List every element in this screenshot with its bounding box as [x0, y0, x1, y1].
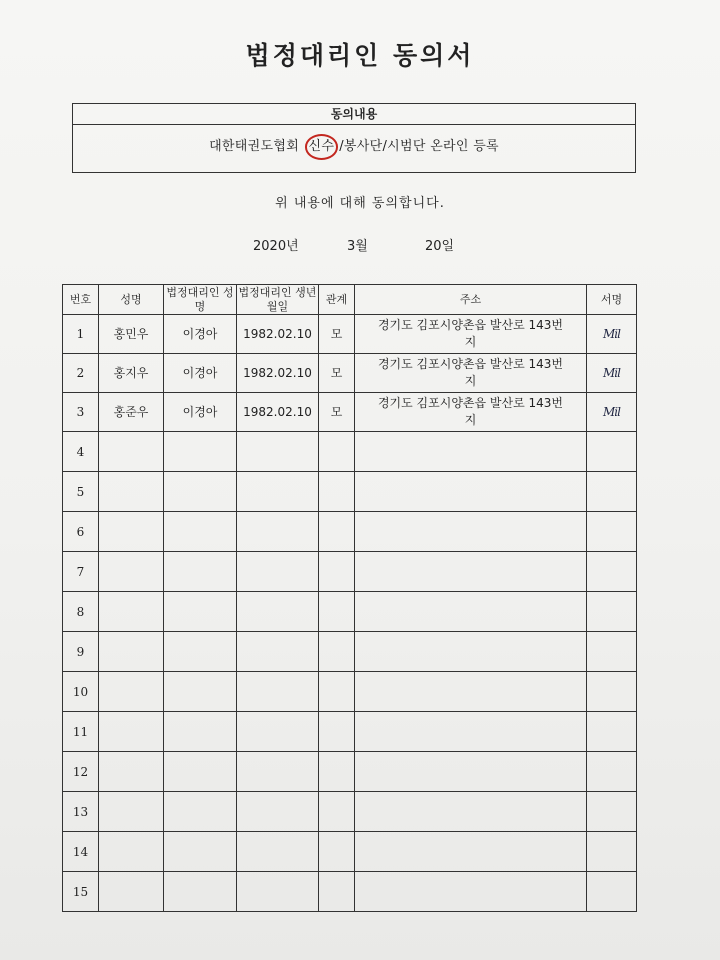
- header-relation: 관계: [319, 285, 355, 315]
- row-signature: [587, 832, 637, 872]
- row-signature: [587, 592, 637, 632]
- table-row: [63, 512, 637, 552]
- row-number: 3: [63, 393, 99, 432]
- row-signature: [587, 712, 637, 752]
- consent-text: [73, 125, 635, 169]
- row-number: 13: [63, 792, 99, 832]
- row-name: 홍민우: [99, 315, 164, 354]
- row-number: 11: [63, 712, 99, 752]
- row-address: 경기도 김포시양촌읍 발산로 143번지: [355, 354, 587, 393]
- row-relation: [319, 472, 355, 512]
- row-name: [99, 432, 164, 472]
- consent-table: [62, 284, 637, 912]
- row-name: [99, 712, 164, 752]
- document-title: 법정대리인 동의서: [245, 41, 475, 70]
- row-guardian-dob: [237, 832, 319, 872]
- row-number: 1: [63, 315, 99, 354]
- row-address: 경기도 김포시양촌읍 발산로 143번지: [355, 393, 587, 432]
- row-number: 14: [63, 832, 99, 872]
- row-guardian-dob: [237, 712, 319, 752]
- row-guardian-name: 이경아: [164, 315, 237, 354]
- row-guardian-name: [164, 632, 237, 672]
- header-name: 성명: [99, 285, 164, 315]
- row-guardian-name: [164, 472, 237, 512]
- row-name: 홍준우: [99, 393, 164, 432]
- table-body: [63, 315, 637, 912]
- table-row: [63, 315, 637, 354]
- table-row: [63, 712, 637, 752]
- row-relation: [319, 792, 355, 832]
- row-name: [99, 832, 164, 872]
- header-address: 주소: [355, 285, 587, 315]
- table-row: [63, 393, 637, 432]
- row-number: 6: [63, 512, 99, 552]
- row-guardian-name: [164, 712, 237, 752]
- row-signature: [587, 432, 637, 472]
- row-address: [355, 752, 587, 792]
- row-signature: [587, 752, 637, 792]
- table-row: [63, 354, 637, 393]
- header-number: 번호: [63, 285, 99, 315]
- row-address: [355, 872, 587, 912]
- row-name: [99, 632, 164, 672]
- row-guardian-dob: [237, 752, 319, 792]
- row-guardian-dob: 1982.02.10: [237, 393, 319, 432]
- row-guardian-dob: [237, 472, 319, 512]
- row-relation: [319, 832, 355, 872]
- table-row: [63, 592, 637, 632]
- row-relation: [319, 552, 355, 592]
- consent-text-after: /봉사단/시범단 온라인 등록: [339, 139, 499, 154]
- row-name: [99, 592, 164, 632]
- row-guardian-dob: 1982.02.10: [237, 315, 319, 354]
- table-row: [63, 672, 637, 712]
- row-name: [99, 472, 164, 512]
- date-month: 3월: [347, 239, 368, 254]
- row-name: 홍지우: [99, 354, 164, 393]
- table-row: [63, 872, 637, 912]
- row-name: [99, 552, 164, 592]
- table-row: [63, 832, 637, 872]
- table-row: [63, 752, 637, 792]
- row-guardian-name: [164, 792, 237, 832]
- table-row: [63, 792, 637, 832]
- row-address: [355, 632, 587, 672]
- row-address: [355, 672, 587, 712]
- row-signature: Mil: [587, 315, 637, 354]
- row-number: 7: [63, 552, 99, 592]
- header-guardian-name: 법정대리인 성명: [164, 285, 237, 315]
- header-guardian-dob: 법정대리인 생년월일: [237, 285, 319, 315]
- row-guardian-name: [164, 672, 237, 712]
- row-guardian-name: [164, 592, 237, 632]
- row-relation: 모: [319, 354, 355, 393]
- row-number: 5: [63, 472, 99, 512]
- row-name: [99, 792, 164, 832]
- row-number: 9: [63, 632, 99, 672]
- row-number: 10: [63, 672, 99, 712]
- row-signature: [587, 552, 637, 592]
- row-guardian-name: 이경아: [164, 354, 237, 393]
- row-guardian-name: 이경아: [164, 393, 237, 432]
- row-guardian-name: [164, 752, 237, 792]
- row-guardian-name: [164, 872, 237, 912]
- row-relation: [319, 592, 355, 632]
- row-guardian-dob: [237, 512, 319, 552]
- row-name: [99, 672, 164, 712]
- row-signature: [587, 632, 637, 672]
- row-guardian-name: [164, 832, 237, 872]
- row-relation: [319, 512, 355, 552]
- row-signature: [587, 872, 637, 912]
- row-address: [355, 472, 587, 512]
- row-guardian-dob: [237, 872, 319, 912]
- row-address: [355, 712, 587, 752]
- circled-word: 신수: [305, 134, 339, 160]
- consent-box: [72, 103, 636, 173]
- row-address: [355, 792, 587, 832]
- row-guardian-dob: [237, 632, 319, 672]
- row-guardian-name: [164, 432, 237, 472]
- row-guardian-dob: [237, 592, 319, 632]
- table-header-row: [63, 285, 637, 315]
- row-guardian-dob: [237, 432, 319, 472]
- row-relation: [319, 872, 355, 912]
- row-signature: [587, 672, 637, 712]
- row-signature: [587, 472, 637, 512]
- agreement-statement: 위 내용에 대해 동의합니다.: [275, 196, 445, 211]
- table-row: [63, 552, 637, 592]
- date-year: 2020년: [253, 239, 299, 254]
- row-relation: [319, 632, 355, 672]
- date-day: 20일: [425, 239, 455, 254]
- row-number: 4: [63, 432, 99, 472]
- row-address: [355, 432, 587, 472]
- row-relation: 모: [319, 315, 355, 354]
- row-guardian-dob: [237, 792, 319, 832]
- row-relation: [319, 752, 355, 792]
- row-relation: [319, 672, 355, 712]
- row-guardian-name: [164, 552, 237, 592]
- row-address: [355, 512, 587, 552]
- consent-text-before: 대한태권도협회: [209, 139, 304, 154]
- row-guardian-dob: 1982.02.10: [237, 354, 319, 393]
- row-relation: 모: [319, 393, 355, 432]
- row-guardian-dob: [237, 552, 319, 592]
- row-relation: [319, 712, 355, 752]
- row-signature: [587, 512, 637, 552]
- row-address: [355, 552, 587, 592]
- table-row: [63, 432, 637, 472]
- table-row: [63, 472, 637, 512]
- row-number: 8: [63, 592, 99, 632]
- row-number: 12: [63, 752, 99, 792]
- row-guardian-dob: [237, 672, 319, 712]
- row-guardian-name: [164, 512, 237, 552]
- consent-header: 동의내용: [73, 104, 635, 125]
- table-row: [63, 632, 637, 672]
- row-signature: Mil: [587, 393, 637, 432]
- row-number: 2: [63, 354, 99, 393]
- row-address: [355, 592, 587, 632]
- header-signature: 서명: [587, 285, 637, 315]
- row-relation: [319, 432, 355, 472]
- row-address: 경기도 김포시양촌읍 발산로 143번지: [355, 315, 587, 354]
- row-name: [99, 752, 164, 792]
- row-signature: Mil: [587, 354, 637, 393]
- row-signature: [587, 792, 637, 832]
- row-name: [99, 512, 164, 552]
- row-name: [99, 872, 164, 912]
- row-number: 15: [63, 872, 99, 912]
- row-address: [355, 832, 587, 872]
